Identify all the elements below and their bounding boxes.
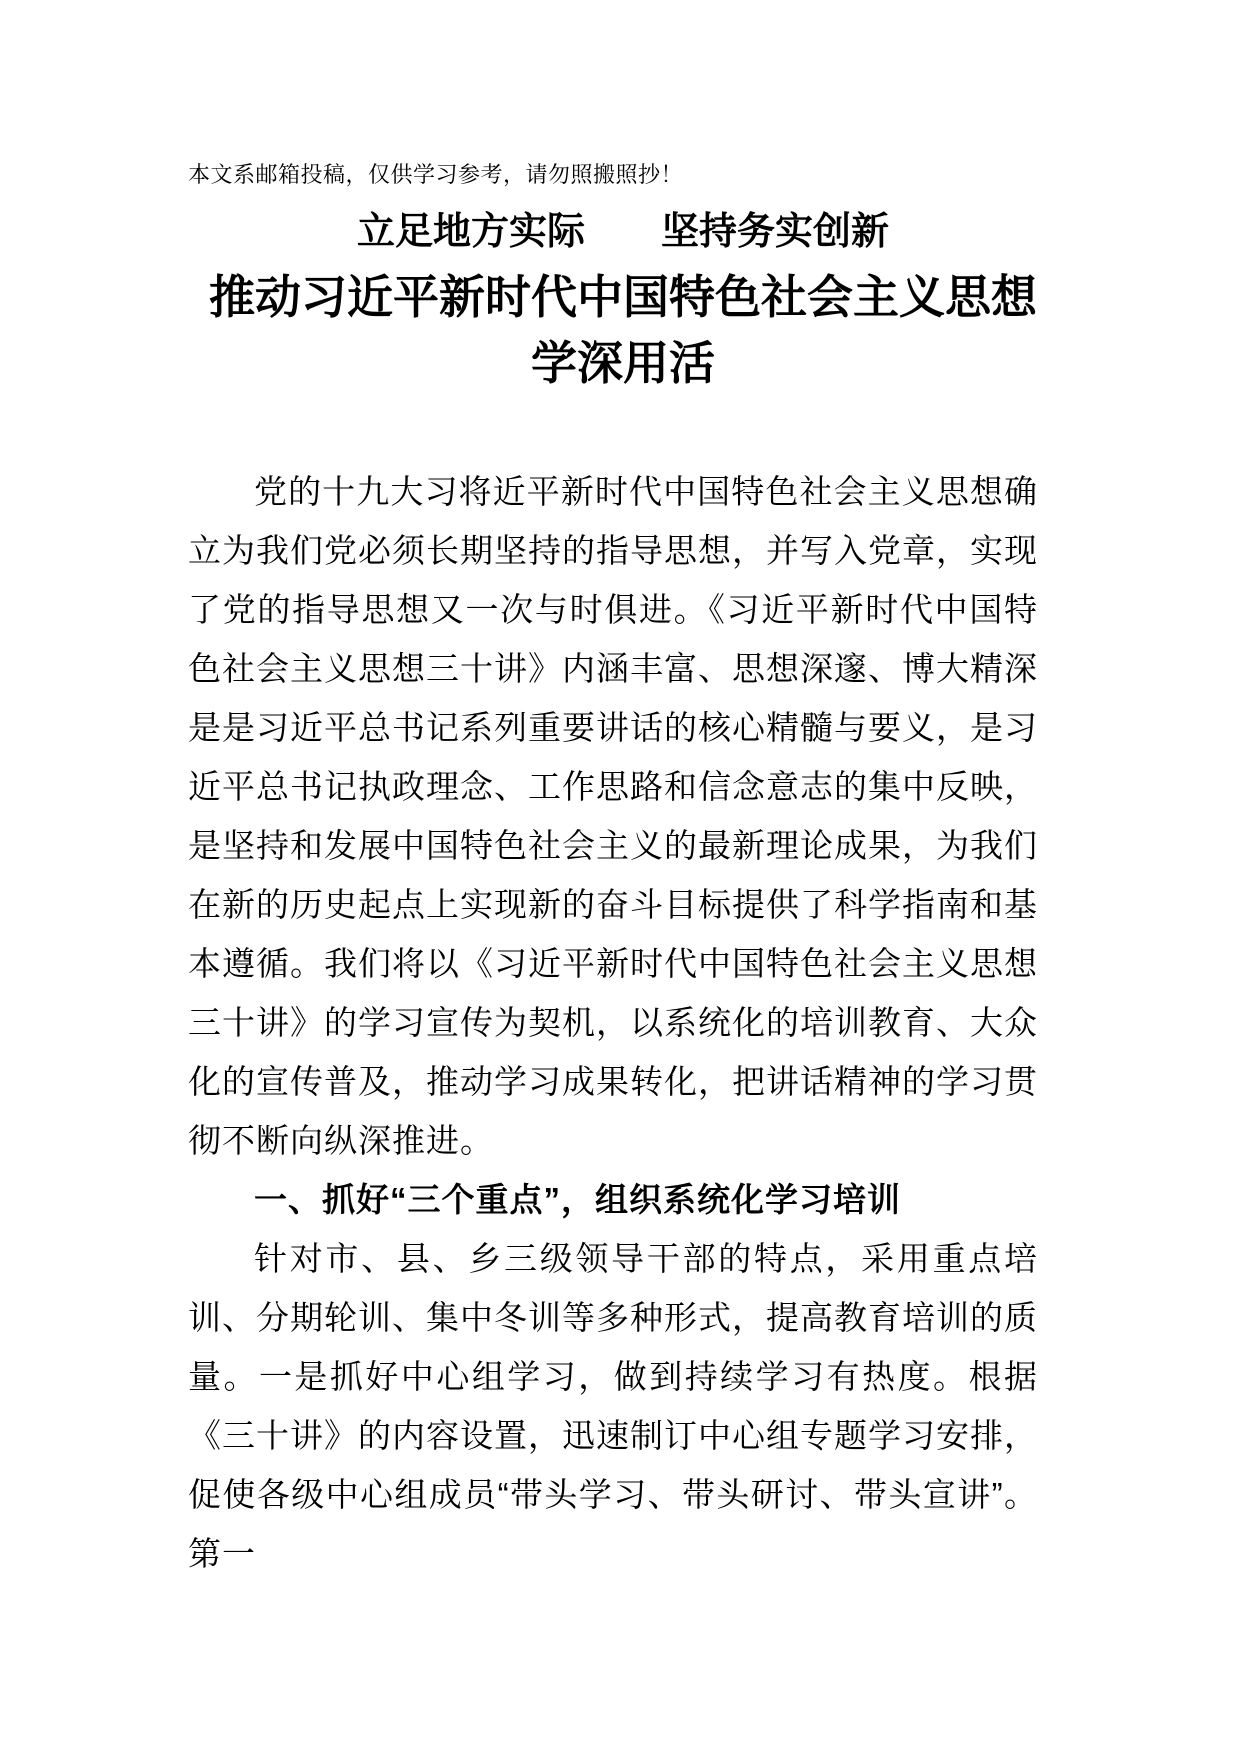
- paragraph: 针对市、县、乡三级领导干部的特点，采用重点培训、分期轮训、集中冬训等多种形式，提高教育培训的质量。一是抓好中心组学习，做到持续学习有热度。根据《三十讲》的内容设置，迅速制订中心组专题学习安排，促使各级中心组成员“带头学习、带头研讨、带头宣讲”。第一: [188, 1240, 1038, 1572]
- title-line-2: 推动习近平新时代中国特色社会主义思想: [209, 271, 1037, 323]
- document-title: [188, 200, 1058, 396]
- document-body: [188, 462, 1038, 1583]
- title-line-1: 立足地方实际 坚持务实创新: [356, 211, 889, 253]
- submission-notice: 本文系邮箱投稿，仅供学习参考，请勿照搬照抄！: [188, 162, 684, 187]
- title-line-3: 学深用活: [531, 337, 715, 389]
- paragraph: 党的十九大习将近平新时代中国特色社会主义思想确立为我们党必须长期坚持的指导思想，并写入党章，实现了党的指导思想又一次与时俱进。《习近平新时代中国特色社会主义思想三十讲》内涵丰富、思想深邃、博大精深是是习近平总书记系列重要讲话的核心精髓与要义，是习近平总书记执政理念、工作思路和信念意志的集中反映，是坚持和发展中国特色社会主义的最新理论成果，为我们在新的历史起点上实现新的奋斗目标提供了科学指南和基本遵循。我们将以《习近平新时代中国特色社会主义思想三十讲》的学习宣传为契机，以系统化的培训教育、大众化的宣传普及，推动学习成果转化，把讲话精神的学习贯彻不断向纵深推进。: [188, 473, 1038, 1159]
- section-heading: 一、抓好“三个重点”，组织系统化学习培训: [254, 1181, 901, 1218]
